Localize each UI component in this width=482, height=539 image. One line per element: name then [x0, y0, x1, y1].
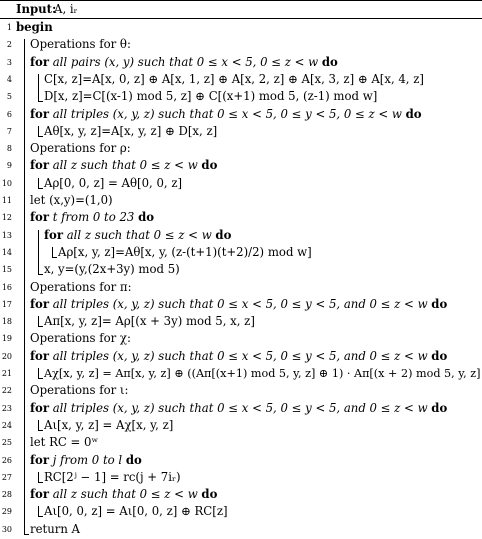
- keyword: begin: [16, 20, 53, 34]
- statement-text: x, y=(y,(2x+3y) mod 5): [44, 262, 180, 277]
- algorithm-line: [0, 330, 482, 347]
- indent-guide-bar: [38, 178, 39, 188]
- loop-keyword: for: [30, 296, 49, 311]
- loop-keyword: for: [30, 452, 49, 467]
- algorithm-line: [0, 503, 482, 520]
- loop-statement: [30, 400, 447, 417]
- statement-text: let RC = 0ʷ: [30, 435, 99, 450]
- loop-do-keyword: do: [201, 487, 218, 502]
- line-number: 14: [1, 247, 12, 257]
- indent-guide-tick: [38, 482, 43, 483]
- loop-keyword: for: [44, 227, 63, 242]
- indent-guide-bar: [24, 39, 25, 533]
- algorithm-line: [0, 192, 482, 209]
- indent-guide-tick: [38, 430, 43, 431]
- loop-keyword: for: [30, 106, 49, 121]
- line-number: 18: [1, 317, 12, 327]
- indent-guide-bar: [38, 506, 39, 516]
- line-number: 11: [1, 196, 12, 205]
- loop-do-keyword: do: [405, 106, 422, 121]
- algorithm-line: [0, 486, 482, 503]
- algorithm-line: [0, 209, 482, 226]
- indent-guide-tick: [38, 101, 43, 102]
- algorithm-line: [0, 261, 482, 278]
- loop-statement: [30, 54, 338, 71]
- loop-statement: [30, 157, 217, 174]
- algorithm-line: [0, 417, 482, 434]
- algorithm-line: [0, 36, 482, 53]
- line-number: 5: [6, 92, 12, 102]
- loop-statement: [30, 486, 217, 503]
- loop-statement: [30, 209, 154, 226]
- indent-guide-bar: [38, 368, 39, 378]
- algorithm-line: [0, 106, 482, 123]
- algorithm-line: [0, 227, 482, 244]
- loop-condition: all z such that 0 ≤ z < w: [52, 158, 198, 173]
- statement-text: Operations for θ:: [30, 37, 131, 52]
- indent-guide-bar: [38, 472, 39, 482]
- statement-text: Aχ[x, y, z] = Aπ[x, y, z] ⊕ ((Aπ[(x+1) mod 5, y, z] ⊕ 1) · Aπ[(x + 2) mod 5, y, z]: [44, 367, 481, 380]
- algorithm-line: [0, 400, 482, 417]
- statement-text: RC[2ʲ − 1] = rc(j + 7iᵣ): [44, 469, 181, 484]
- line-number: 2: [6, 40, 12, 50]
- indent-guide-bar: [38, 316, 39, 326]
- indent-guide-bar: [52, 247, 53, 257]
- line-number: 28: [1, 490, 12, 500]
- loop-condition: all pairs (x, y) such that 0 ≤ x < 5, 0 ≤ z < w: [52, 54, 319, 69]
- algorithm-line: [0, 313, 482, 330]
- line-number: 3: [6, 57, 12, 67]
- statement-text: Aι[x, y, z] = Aχ[x, y, z]: [44, 417, 174, 432]
- line-number: 22: [1, 386, 12, 396]
- line-number: 13: [1, 230, 12, 240]
- line-number: 27: [1, 472, 12, 482]
- loop-keyword: for: [30, 400, 49, 415]
- statement-text: Operations for χ:: [30, 331, 131, 346]
- line-number: 20: [1, 351, 12, 361]
- line-number: 17: [1, 299, 12, 309]
- indent-guide-bar: [38, 126, 39, 136]
- algorithm-line: [0, 521, 482, 538]
- loop-condition: t from 0 to 23: [52, 210, 135, 225]
- line-number: 9: [6, 161, 12, 171]
- loop-do-keyword: do: [431, 400, 448, 415]
- indent-guide-tick: [38, 188, 43, 189]
- loop-statement: [30, 106, 422, 123]
- line-number: 15: [1, 265, 12, 275]
- statement-text: let (x,y)=(1,0): [30, 193, 113, 207]
- statement-text: Operations for ι:: [30, 383, 129, 398]
- algorithm-line: [0, 140, 482, 157]
- statement-text: C[x, z]=A[x, 0, z] ⊕ A[x, 1, z] ⊕ A[x, 2, z] ⊕ A[x, 3, z] ⊕ A[x, 4, z]: [44, 71, 424, 86]
- algorithm-line: [0, 19, 482, 36]
- indent-guide-bar: [38, 230, 39, 275]
- indent-guide-tick: [24, 534, 29, 535]
- line-number: 29: [1, 507, 12, 517]
- line-number: 1: [6, 23, 12, 32]
- algorithm-line: [0, 88, 482, 105]
- loop-statement: [30, 452, 142, 469]
- algorithm-line: [0, 123, 482, 140]
- line-number: 21: [1, 369, 12, 378]
- line-number: 12: [1, 213, 12, 223]
- indent-guide-bar: [38, 420, 39, 430]
- loop-condition: all triples (x, y, z) such that 0 ≤ x < 5, 0 ≤ y < 5, 0 ≤ z < w: [52, 106, 402, 121]
- loop-condition: all triples (x, y, z) such that 0 ≤ x < 5, 0 ≤ y < 5, and 0 ≤ z < w: [52, 296, 428, 311]
- algorithm-line: [0, 54, 482, 71]
- loop-do-keyword: do: [215, 227, 232, 242]
- loop-do-keyword: do: [321, 54, 338, 69]
- statement-text: Aπ[x, y, z]= Aρ[(x + 3y) mod 5, x, z]: [44, 314, 255, 329]
- line-number: 4: [6, 74, 12, 84]
- algorithm-line: [0, 434, 482, 451]
- statement-text: Operations for ρ:: [30, 141, 131, 156]
- algorithm-line: [0, 71, 482, 88]
- algorithm-line: [0, 348, 482, 365]
- statement-text: D[x, z]=C[(x-1) mod 5, z] ⊕ C[(x+1) mod 5, (z-1) mod w]: [44, 89, 378, 104]
- loop-keyword: for: [30, 158, 49, 173]
- indent-guide-tick: [38, 326, 43, 327]
- line-number: 19: [1, 334, 12, 344]
- indent-guide-tick: [38, 378, 43, 379]
- line-number: 30: [1, 524, 12, 534]
- loop-statement: [44, 227, 231, 244]
- line-number: 6: [6, 109, 12, 119]
- algorithm-line: [0, 296, 482, 313]
- statement-text: Aι[0, 0, z] = Aι[0, 0, z] ⊕ RC[z]: [44, 504, 228, 519]
- input-params: A, iᵣ: [54, 2, 78, 16]
- loop-do-keyword: do: [201, 158, 218, 173]
- algorithm-line: [0, 469, 482, 486]
- line-number: 16: [1, 282, 12, 292]
- loop-do-keyword: do: [138, 210, 155, 225]
- statement-text: return A: [30, 521, 80, 536]
- loop-keyword: for: [30, 487, 49, 502]
- input-label: Input:: [16, 2, 57, 16]
- line-number: 26: [1, 455, 12, 465]
- line-number: 25: [1, 438, 12, 448]
- indent-guide-tick: [38, 516, 43, 517]
- statement-text: Operations for π:: [30, 279, 132, 294]
- loop-keyword: for: [30, 54, 49, 69]
- loop-keyword: for: [30, 210, 49, 225]
- indent-guide-tick: [52, 257, 57, 258]
- indent-guide-tick: [38, 274, 43, 275]
- algorithm-line: [0, 382, 482, 399]
- loop-do-keyword: do: [431, 348, 448, 363]
- loop-statement: [30, 296, 447, 313]
- algorithm-line: [0, 279, 482, 296]
- line-number: 24: [1, 420, 12, 430]
- loop-condition: all triples (x, y, z) such that 0 ≤ x < 5, 0 ≤ y < 5, and 0 ≤ z < w: [52, 400, 428, 415]
- line-number: 8: [6, 144, 12, 154]
- loop-condition: all triples (x, y, z) such that 0 ≤ x < 5, 0 ≤ y < 5, and 0 ≤ z < w: [52, 348, 428, 363]
- input-header: [0, 1, 482, 18]
- loop-condition: all z such that 0 ≤ z < w: [66, 227, 212, 242]
- loop-condition: j from 0 to l: [52, 452, 123, 467]
- line-number: 10: [1, 178, 12, 188]
- algorithm-line: [0, 452, 482, 469]
- statement-text: Aρ[x, y, z]=Aθ[x, y, (z-(t+1)(t+2)/2) mod w]: [58, 244, 312, 259]
- indent-guide-bar: [38, 74, 39, 101]
- algorithm-line: [0, 244, 482, 261]
- indent-guide-tick: [38, 136, 43, 137]
- statement-text: Aρ[0, 0, z] = Aθ[0, 0, z]: [44, 175, 183, 190]
- loop-condition: all z such that 0 ≤ z < w: [52, 487, 198, 502]
- loop-keyword: for: [30, 348, 49, 363]
- loop-do-keyword: do: [431, 296, 448, 311]
- loop-do-keyword: do: [125, 452, 142, 467]
- line-number: 7: [6, 126, 12, 136]
- line-number: 23: [1, 403, 12, 413]
- statement-text: Aθ[x, y, z]=A[x, y, z] ⊕ D[x, z]: [44, 123, 218, 138]
- loop-statement: [30, 348, 447, 365]
- algorithm-line: [0, 175, 482, 192]
- algorithm-line: [0, 157, 482, 174]
- algorithm-line: [0, 365, 482, 382]
